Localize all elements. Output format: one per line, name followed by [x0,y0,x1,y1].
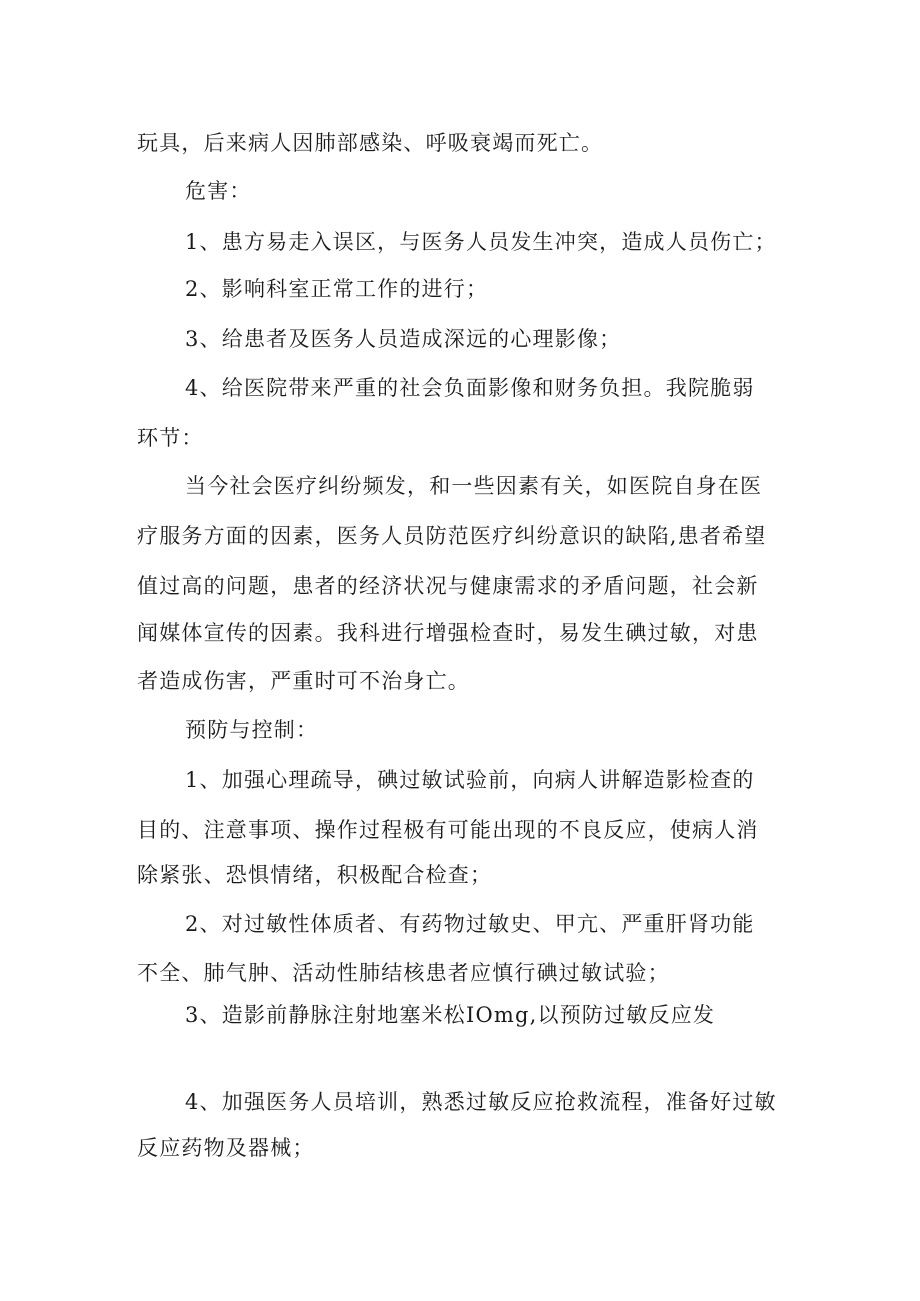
list-item: 1、患方易走入误区，与医务人员发生冲突，造成人员伤亡； [185,230,777,254]
paragraph-line: 闻媒体宣传的因素。我科进行增强检查时，易发生碘过敏，对患 [137,621,759,645]
list-item: 2、对过敏性体质者、有药物过敏史、甲亢、严重肝肾功能 [185,912,755,936]
paragraph-line: 者造成伤害，严重时可不治身亡。 [137,669,470,693]
list-item: 1、加强心理疏导，碘过敏试验前，向病人讲解造影检查的 [185,768,755,792]
paragraph-line: 当今社会医疗纠纷频发，和一些因素有关，如医院自身在医 [185,474,763,498]
list-item: 4、给医院带来严重的社会负面影像和财务负担。我院脆弱 [185,376,755,400]
list-item: 2、影响科室正常工作的进行； [185,277,489,301]
section-heading: 预防与控制： [185,718,319,742]
list-item: 3、造影前静脉注射地塞米松IOmg,以预防过敏反应发 [185,1003,716,1027]
paragraph-line: 除紧张、恐惧情绪，积极配合检查； [137,863,493,887]
list-item: 4、加强医务人员培训，熟悉过敏反应抢救流程，准备好过敏 [185,1090,777,1114]
text-line: 玩具，后来病人因肺部感染、呼吸衰竭而死亡。 [137,131,604,155]
list-item: 3、给患者及医务人员造成深远的心理影像； [185,327,622,351]
section-heading: 危害： [185,179,252,203]
paragraph-line: 目的、注意事项、操作过程极有可能出现的不良反应，使病人消 [137,818,759,842]
text-line: 环节： [137,426,204,450]
paragraph-line: 不全、肺气肿、活动性肺结核患者应慎行碘过敏试验； [137,961,670,985]
paragraph-line: 值过高的问题，患者的经济状况与健康需求的矛盾问题，社会新 [137,574,759,598]
paragraph-line: 反应药物及器械； [137,1136,315,1160]
paragraph-line: 疗服务方面的因素，医务人员防范医疗纠纷意识的缺陷,患者希望 [137,524,767,548]
